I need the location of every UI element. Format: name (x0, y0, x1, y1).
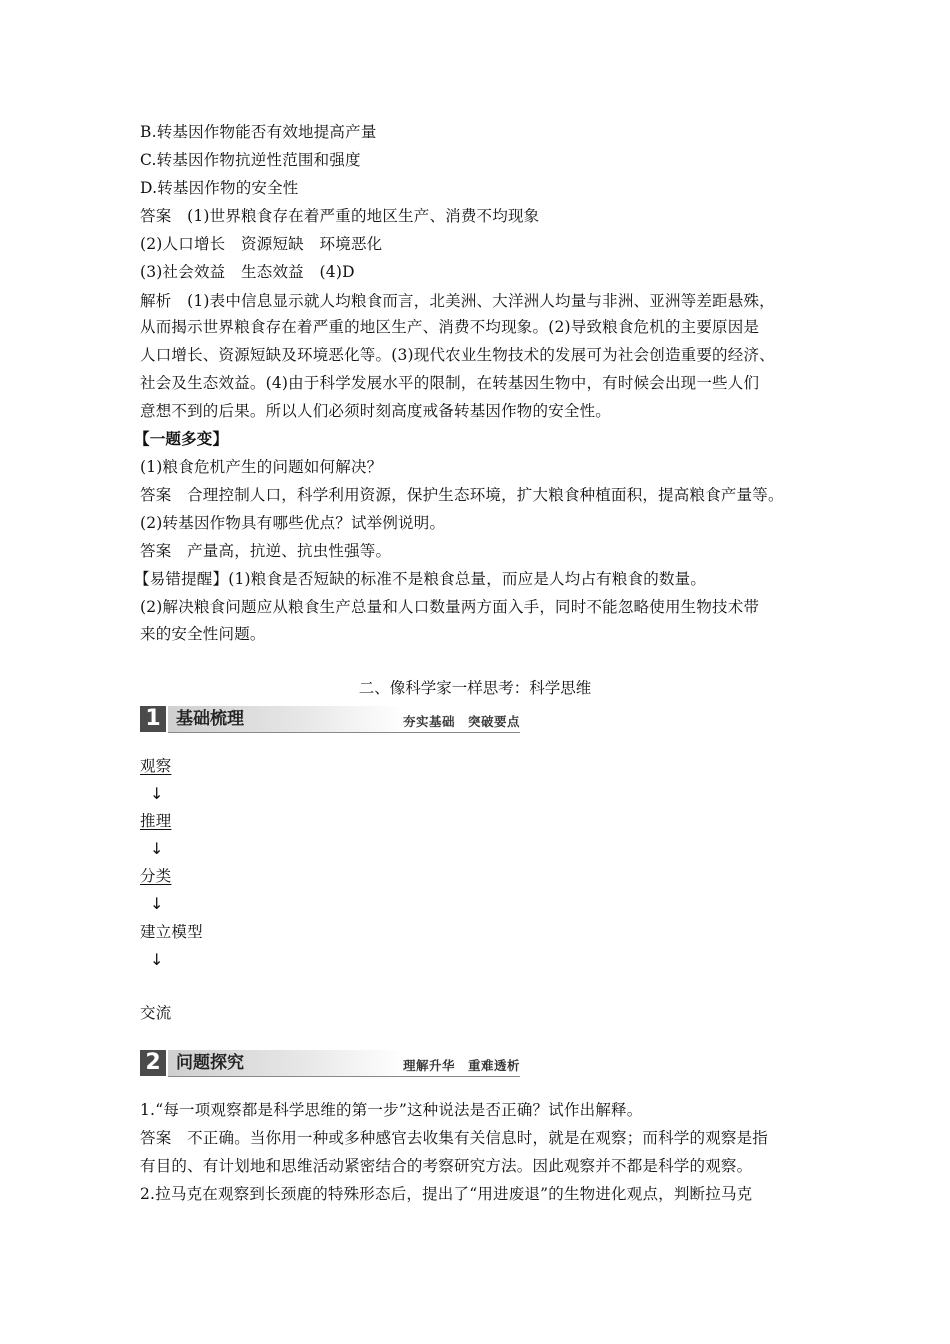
flow-step-communicate: 交流 (140, 1004, 172, 1022)
section-subtitle: 夯实基础 突破要点 (402, 714, 520, 729)
answer-line: 答案 合理控制人口，科学利用资源，保护生态环境，扩大粮食种植面积，提高粮食产量等。 (140, 486, 784, 504)
question-line: 2.拉马克在观察到长颈鹿的特殊形态后，提出了“用进废退”的生物进化观点，判断拉马克 (140, 1185, 753, 1203)
down-arrow-icon: ↓ (150, 894, 164, 913)
section-bar-basics (140, 706, 520, 732)
section-label: 问题探究 (168, 1050, 404, 1076)
down-arrow-icon: ↓ (150, 784, 164, 803)
flow-step-model: 建立模型 (140, 923, 203, 941)
answer-line: 答案 产量高，抗逆、抗虫性强等。 (140, 542, 392, 560)
answer-line: 有目的、有计划地和思维活动紧密结合的考察研究方法。因此观察并不都是科学的观察。 (140, 1157, 753, 1175)
text-line: 来的安全性问题。 (140, 625, 266, 643)
analysis-line: 人口增长、资源短缺及环境恶化等。(3)现代农业生物技术的发展可为社会创造重要的经济、 (140, 346, 775, 364)
analysis-line: 社会及生态效益。(4)由于科学发展水平的限制，在转基因生物中，有时候会出现一些人们 (140, 374, 760, 392)
section-rule (168, 732, 520, 733)
variation-heading: 【一题多变】 (134, 429, 229, 448)
section-title: 二、像科学家一样思考：科学思维 (358, 679, 592, 697)
analysis-line: 解析 (1)表中信息显示就人均粮食而言，北美洲、大洋洲人均量与非洲、亚洲等差距悬殊， (140, 292, 775, 310)
answer-line: (2)人口增长 资源短缺 环境恶化 (140, 235, 383, 253)
section-rule (168, 1076, 520, 1077)
down-arrow-icon: ↓ (150, 839, 164, 858)
answer-line: 答案 (1)世界粮食存在着严重的地区生产、消费不均现象 (140, 207, 540, 225)
text-line: C.转基因作物抗逆性范围和强度 (140, 151, 361, 169)
section-number: 2 (140, 1050, 166, 1076)
text-line: (1)粮食危机产生的问题如何解决？ (140, 458, 383, 476)
text-line: B.转基因作物能否有效地提高产量 (140, 123, 377, 141)
section-bar-inquiry (140, 1050, 520, 1076)
analysis-line: 意想不到的后果。所以人们必须时刻高度戒备转基因作物的安全性。 (140, 402, 612, 420)
text-line: (2)解决粮食问题应从粮食生产总量和人口数量两方面入手，同时不能忽略使用生物技术带 (140, 598, 760, 616)
text-line: (2)转基因作物具有哪些优点？试举例说明。 (140, 514, 446, 532)
question-line: 1.“每一项观察都是科学思维的第一步”这种说法是否正确？试作出解释。 (140, 1101, 643, 1119)
answer-line: (3)社会效益 生态效益 (4)D (140, 263, 355, 281)
section-number: 1 (140, 706, 166, 732)
text-line: D.转基因作物的安全性 (140, 179, 299, 197)
flow-step-infer: 推理 (140, 812, 172, 830)
section-label: 基础梳理 (168, 706, 404, 732)
answer-line: 答案 不正确。当你用一种或多种感官去收集有关信息时，就是在观察；而科学的观察是指 (140, 1129, 769, 1147)
down-arrow-icon: ↓ (150, 950, 164, 969)
flow-step-observe: 观察 (140, 757, 172, 775)
error-tip-line: 【易错提醒】(1)粮食是否短缺的标准不是粮食总量，而应是人均占有粮食的数量。 (134, 570, 707, 588)
flow-step-classify: 分类 (140, 867, 172, 885)
analysis-line: 从而揭示世界粮食存在着严重的地区生产、消费不均现象。(2)导致粮食危机的主要原因是 (140, 318, 760, 336)
section-subtitle: 理解升华 重难透析 (402, 1058, 520, 1073)
